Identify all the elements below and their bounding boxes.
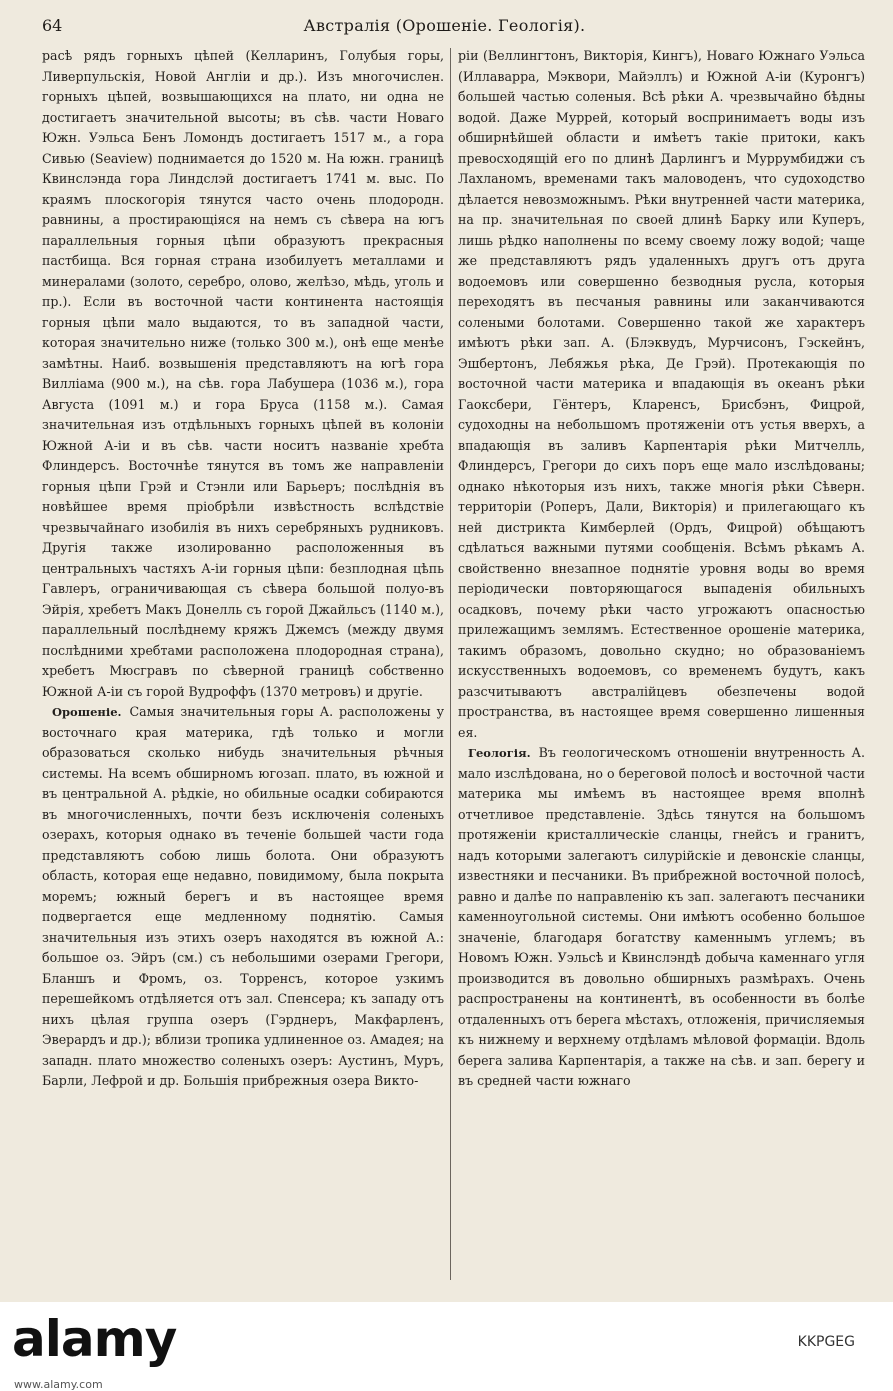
section-heading-irrigation: Орошеніе. — [52, 705, 122, 719]
left-column — [42, 46, 444, 1282]
paragraph-geology — [458, 743, 865, 1092]
watermark-url: www.alamy.com — [14, 1378, 103, 1391]
irrigation-text: Самыя значительныя горы А. расположены у восточнаго края материка, гдѣ только и могли образоваться сколько нибудь значительныя рѣчныя системы. На всемъ обширномъ югозап. плато, въ южной и въ центральной А. рѣдкіе, но обильные осадки собираются въ многочисленныхъ, почти безъ исключенія соленыхъ озерахъ, которыя однако въ теченіе большей части года представляютъ собою лишь болота. Они образуютъ область, которая еще недавно, повидимому, была покрыта моремъ; южный берегъ и въ настоящее время подвергается еще медленному поднятію. Самыя значительныя изъ этихъ озеръ находятся въ южной А.: большое оз. Эйръ (см.) съ небольшими озерами Грегори, Бланшъ и Фромъ, оз. Торренсъ, которое узкимъ перешейкомъ отдѣляется отъ зал. Спенсера; къ западу отъ нихъ цѣлая группа озеръ (Гэрднеръ, Макфарленъ, Эверардъ и др.); вблизи тропика удлиненное оз. Амадея; на западн. плато множество соленыхъ озеръ: Аустинъ, Муръ, Барли, Лефрой и др. Большія прибрежныя озера Викто- — [42, 704, 444, 1088]
paragraph-mountains: расѣ рядъ горныхъ цѣпей (Келларинъ, Голубыя горы, Ливерпульскія, Новой Англіи и др.). Изъ многочислен. горныхъ цѣпей, возвышающихся на плато, ни одна не достигаетъ значительной высоты; въ сѣв. части Новаго Южн. Уэльса Бенъ Ломондъ достигаетъ 1517 м., а гора Сивью (Seaview) поднимается до 1520 м. На южн. границѣ Квинслэнда гора Линдслэй достигаетъ 1741 м. выс. По краямъ плоскогорія тянутся часто очень плодородн. равнины, а простирающіяся на немъ съ сѣвера на югъ параллельныя горныя цѣпи образуютъ прекрасныя пастбища. Вся горная страна изобилуетъ металлами и минералами (золото, серебро, олово, желѣзо, мѣдь, уголь и пр.). Если въ восточной части континента настоящія горныя цѣпи мало выдаются, то въ западной части, которая значительно ниже (только 300 м.), онѣ еще менѣе замѣтны. Наиб. возвышенія представляютъ на югѣ гора Вилліама (900 м.), на сѣв. гора Лабушера (1036 м.), гора Августа (1091 м.) и гора Бруса (1158 м.). Самая значительная изъ отдѣльныхъ горныхъ цѣпей въ колоніи Южной А-іи и въ сѣв. части носитъ названіе хребта Флиндерсъ. Восточнѣе тянутся въ томъ же направленіи горныя цѣпи Грэй и Стэнли или Барьеръ; послѣднія въ новѣйшее время пріобрѣли извѣстность вслѣдствіе чрезвычайнаго изобилія въ нихъ серебряныхъ рудниковъ. Другія также изолированно расположенныя въ центральныхъ частяхъ А-іи горныя цѣпи: безплодная цѣпь Гавлеръ, ограничивающая съ сѣвера большой полуо-въ Эйрія, хребетъ Макъ Донелль съ горой Джайльсъ (1140 м.), параллельный послѣднему кряжъ Джемсъ (между двумя послѣдними хребтами расположена плодородная страна), хребетъ Мюсгравъ по сѣверной границѣ собственно Южной А-іи съ горой Вудроффъ (1370 метровъ) и другіе. — [42, 48, 444, 699]
image-code: KKPGEG — [797, 1334, 855, 1350]
page-number: 64 — [42, 16, 63, 35]
right-column — [458, 46, 865, 1282]
alamy-logo: alamy — [12, 1310, 177, 1368]
column-divider — [450, 48, 451, 1280]
stock-watermark-bar — [0, 1302, 893, 1390]
geology-text: Въ геологическомъ отношеніи внутренность А. мало изслѣдована, но о береговой полосѣ и восточной части материка мы имѣемъ въ настоящее время вполнѣ отчетливое представленіе. Здѣсь тянутся на большомъ протяженіи кристаллическіе сланцы, гнейсъ и гранитъ, надъ которыми залегаютъ силурійскіе и девонскіе сланцы, известняки и песчаники. Въ прибрежной восточной полосѣ, равно и далѣе по направленію къ зап. залегаютъ песчаники каменноугольной системы. Они имѣютъ особенно большое значеніе, благодаря богатству каменнымъ углемъ; въ Новомъ Южн. Уэльсѣ и Квинслэндѣ добыча каменнаго угля производится въ довольно обширныхъ размѣрахъ. Очень распространены на континентѣ, въ особенности въ болѣе отдаленныхъ отъ берега мѣстахъ, отложенія, причисляемыя къ нижнему и верхнему отдѣламъ мѣловой формаціи. Вдоль берега залива Карпентарія, а также на сѣв. и зап. берегу и въ средней части южнаго — [458, 745, 865, 1088]
paragraph-irrigation — [42, 702, 444, 1092]
section-heading-geology: Геологія. — [468, 746, 531, 760]
page-header — [36, 16, 853, 42]
running-title: Австралія (Орошеніе. Геологія). — [303, 16, 586, 35]
paragraph-rivers: ріи (Веллингтонъ, Викторія, Кингъ), Новаго Южнаго Уэльса (Иллаварра, Мэквори, Майэллъ) и Южной А-іи (Куронгъ) большей частью соленыя. Всѣ рѣки А. чрезвычайно бѣдны водой. Даже Муррей, который воспринимаетъ воды изъ обширнѣйшей области и имѣетъ такіе притоки, какъ превосходящій его по длинѣ Дарлингъ и Муррумбиджи съ Лахланомъ, временами такъ маловоденъ, что судоходство дѣлается невозможнымъ. Рѣки внутренней части материка, на пр. значительная по своей длинѣ Барку или Куперъ, лишь рѣдко наполнены по всему своему ложу водой; чаще же представляютъ рядъ удаленныхъ другъ отъ друга водоемовъ или совершенно безводныя русла, которыя переходятъ въ песчаныя равнины или заканчиваются солеными болотами. Совершенно такой же характеръ имѣютъ рѣки зап. А. (Блэквудъ, Мурчисонъ, Гэскейнъ, Эшбертонъ, Лебяжья рѣка, Де Грэй). Протекающія по восточной части материка и впадающія въ океанъ рѣки Гаоксбери, Гёнтеръ, Кларенсъ, Брисбэнъ, Фицрой, судоходны на небольшомъ протяженіи отъ устья вверхъ, а впадающія въ заливъ Карпентарія рѣки Митчелль, Флиндерсъ, Грегори до сихъ поръ еще мало изслѣдованы; однако нѣкоторыя изъ нихъ, также многія рѣки Сѣверн. территоріи (Роперъ, Дали, Викторія) и прилегающаго къ ней дистрикта Кимберлей (Ордъ, Фицрой) обѣщаютъ сдѣлаться важными путями сообщенія. Всѣмъ рѣкамъ А. свойственно внезапное поднятіе уровня воды во время періодически повторяющагося выпаденія обильныхъ осадковъ, почему рѣки часто угрожаютъ опасностью прилежащимъ землямъ. Естественное орошеніе материка, такимъ образомъ, довольно скудно; но образованіемъ искусственныхъ водоемовъ, со временемъ будутъ, какъ разсчитываютъ австралійцевъ обезпечены водой пространства, въ настоящее время совершенно лишенныя ея. — [458, 48, 865, 740]
